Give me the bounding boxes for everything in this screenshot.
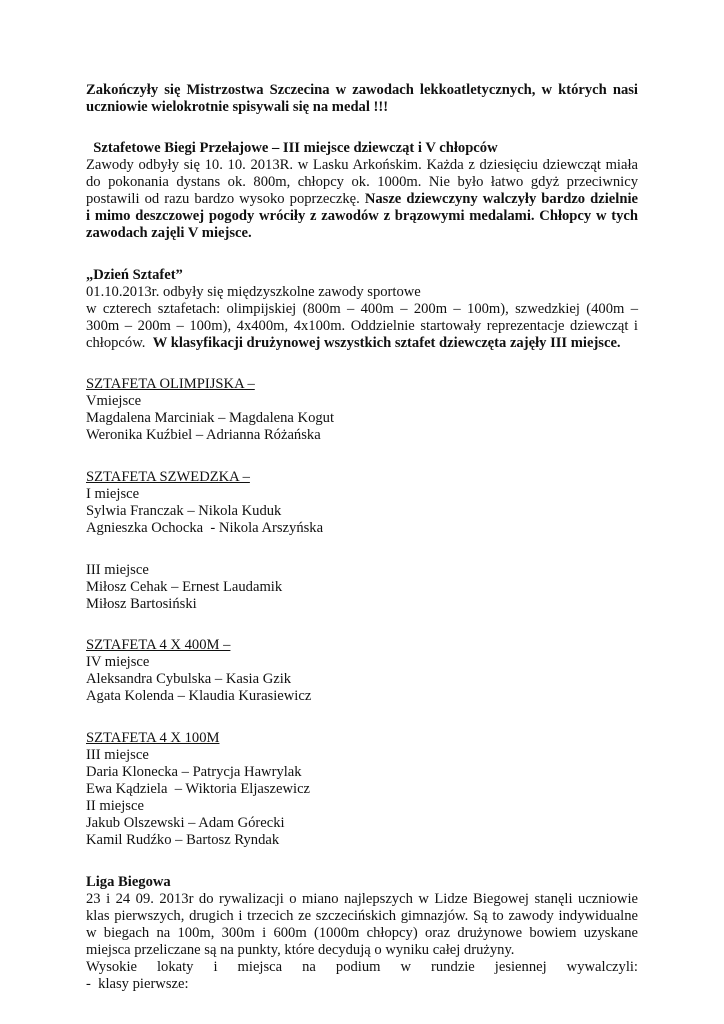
paragraph-line: 23 i 24 09. 2013r do rywalizacji o miano najlepszych w Lidze Biegowej stanęli uczniowie (86, 891, 638, 907)
swedish-relay-section (86, 469, 638, 613)
team-line: Magdalena Marciniak – Magdalena Kogut (86, 410, 335, 426)
paragraph-line: zawodach zajęli V miejsce. (86, 225, 252, 241)
paragraph-line: miejsca przeliczane są na punkty, które decydują o wyniku całej drużyny. (86, 942, 515, 958)
section-heading: Liga Biegowa (86, 874, 171, 890)
paragraph-line: i mimo deszczowej pogody wróciły z zawodów z brązowymi medalami. Chłopcy w tych (86, 208, 638, 224)
paragraph-line: 300m – 200m – 100m), 4x400m, 4x100m. Oddzielnie startowały reprezentacje dziewcząt i (86, 318, 638, 334)
paragraph-line-mixed (86, 191, 638, 208)
paragraph-line: w czterech sztafetach: olimpijskiej (800m – 400m – 200m – 100m), szwedzkiej (400m – (86, 301, 638, 317)
relay-400-section (86, 637, 638, 705)
paragraph-line-mixed (86, 335, 638, 352)
relay-heading: SZTAFETA OLIMPIJSKA – (86, 376, 255, 392)
team-line: Agnieszka Ochocka - Nikola Arszyńska (86, 520, 324, 536)
paragraph-line: klas pierwszych, drugich i trzecich ze szczecińskich gimnazjów. Są to zawody indywidualne (86, 908, 638, 924)
paragraph-line: 01.10.2013r. odbyły się międzyszkolne zawody sportowe (86, 284, 421, 300)
relay-100-section (86, 730, 638, 849)
team-line: Sylwia Franczak – Nikola Kuduk (86, 503, 282, 519)
team-line: Weronika Kuźbiel – Adrianna Różańska (86, 427, 321, 443)
place-line: IV miejsce (86, 654, 150, 670)
plain-text: postawili od razu bardzo wysoko poprzeczkę. (86, 191, 360, 207)
paragraph-line: Wysokie lokaty i miejsca na podium w rundzie jesiennej wywalczyli: (86, 959, 638, 975)
team-line: Daria Klonecka – Patrycja Hawrylak (86, 764, 302, 780)
place-line: II miejsce (86, 798, 144, 814)
team-line: Ewa Kądziela – Wiktoria Eljaszewicz (86, 781, 311, 797)
place-line: III miejsce (86, 562, 149, 578)
intro-line: uczniowie wielokrotnie spisywali się na medal !!! (86, 99, 389, 115)
intro-line: Zakończyły się Mistrzostwa Szczecina w zawodach lekkoatletycznych, w których nasi (86, 82, 638, 98)
relay-day-section (86, 267, 638, 352)
paragraph-line: Zawody odbyły się 10. 10. 2013R. w Lasku Arkońskim. Każda z dziesięciu dziewcząt miała (86, 157, 638, 173)
place-line: I miejsce (86, 486, 140, 502)
relay-heading: SZTAFETA 4 X 400M – (86, 637, 231, 653)
relay-heading: SZTAFETA SZWEDZKA – (86, 469, 250, 485)
intro-paragraph (86, 82, 638, 116)
list-item: - klasy pierwsze: (86, 976, 189, 992)
bold-text: Nasze dziewczyny walczyły bardzo dzielnie (359, 191, 638, 207)
olympic-relay-section (86, 376, 638, 444)
team-line: Kamil Rudźko – Bartosz Ryndak (86, 832, 280, 848)
team-line: Agata Kolenda – Klaudia Kurasiewicz (86, 688, 312, 704)
place-line: III miejsce (86, 747, 149, 763)
plain-text: chłopców. (86, 335, 153, 351)
relay-heading: SZTAFETA 4 X 100M (86, 730, 220, 746)
paragraph-line: do pokonania dystans ok. 800m, chłopcy ok. 1000m. Nie było łatwo gdyż przeciwnicy (86, 174, 638, 190)
place-line: Vmiejsce (86, 393, 142, 409)
bold-text: W klasyfikacji drużynowej wszystkich sztafet dziewczęta zajęły III miejsce. (152, 335, 621, 351)
section-heading: „Dzień Sztafet” (86, 267, 183, 283)
relay-races-section (86, 140, 638, 242)
running-league-section (86, 874, 638, 993)
paragraph-line: w biegach na 100m, 300m i 600m (1000m chłopcy) oraz drużynowe bowiem uzyskane (86, 925, 638, 941)
team-line: Jakub Olszewski – Adam Górecki (86, 815, 285, 831)
document-page (86, 82, 638, 993)
team-line: Miłosz Cehak – Ernest Laudamik (86, 579, 283, 595)
team-line: Miłosz Bartosiński (86, 596, 197, 612)
section-heading: Sztafetowe Biegi Przełajowe – III miejsce dziewcząt i V chłopców (86, 140, 498, 156)
team-line: Aleksandra Cybulska – Kasia Gzik (86, 671, 292, 687)
